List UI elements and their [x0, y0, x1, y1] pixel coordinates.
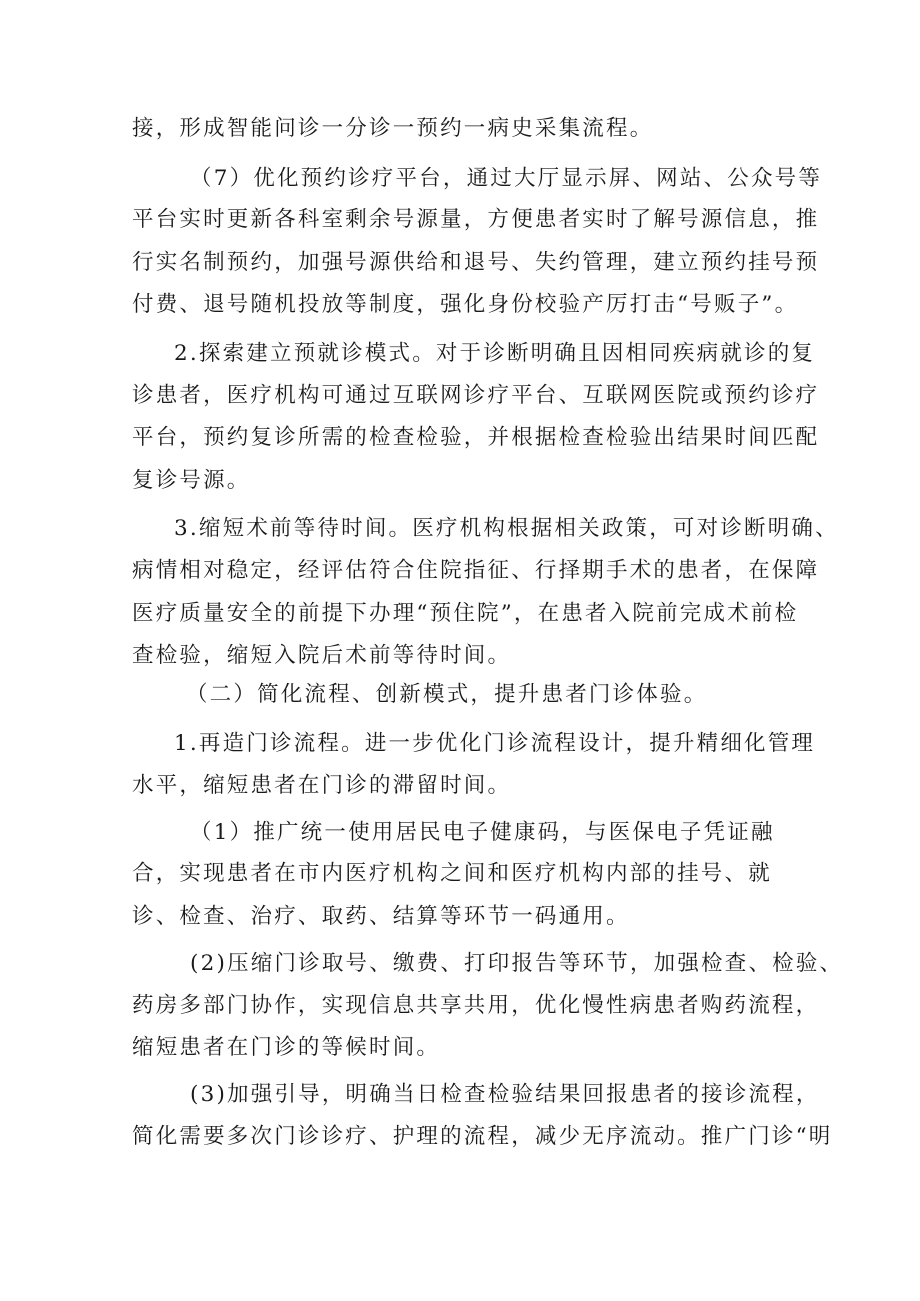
text-line: 2.探索建立预就诊模式。对于诊断明确且因相同疾病就诊的复 — [174, 341, 816, 366]
text-line: 合，实现患者在市内医疗机构之间和医疗机构内部的挂号、就 — [132, 861, 772, 886]
text-line: 3.缩短术前等待时间。医疗机构根据相关政策，可对诊断明确、 — [174, 516, 839, 541]
text-line: 水平，缩短患者在门诊的滞留时间。 — [132, 773, 512, 798]
text-line: 医疗质量安全的前提下办理“预住院”，在患者入院前完成术前检 — [132, 601, 799, 626]
text-line: 接，形成智能问诊一分诊一预约一病史采集流程。 — [132, 116, 654, 141]
text-line: 复诊号源。 — [132, 468, 251, 493]
text-line: 病情相对稳定，经评估符合住院指征、行择期手术的患者，在保障 — [132, 558, 820, 583]
text-line: 查检验，缩短入院后术前等待时间。 — [132, 643, 512, 668]
text-line: 平台，预约复诊所需的检查检验，并根据检查检验出结果时间匹配 — [132, 425, 820, 450]
text-line: (3)加强引导，明确当日检查检验结果回报患者的接诊流程， — [190, 1082, 820, 1107]
text-line: 平台实时更新各科室剩余号源量，方便患者实时了解号源信息，推 — [132, 207, 820, 232]
text-line: 缩短患者在门诊的等候时间。 — [132, 1035, 441, 1060]
text-line: (2)压缩门诊取号、缴费、打印报告等环节，加强检查、检验、 — [190, 951, 844, 976]
text-line: 简化需要多次门诊诊疗、护理的流程，减少无序流动。推广门诊“明 — [132, 1124, 833, 1149]
text-line: 诊患者，医疗机构可通过互联网诊疗平台、互联网医院或预约诊疗 — [132, 383, 820, 408]
text-line: 诊、检查、治疗、取药、结算等环节一码通用。 — [132, 904, 630, 929]
text-line: （1）推广统一使用居民电子健康码，与医保电子凭证融 — [190, 820, 775, 845]
text-line: 行实名制预约，加强号源供给和退号、失约管理，建立预约挂号预 — [132, 250, 820, 275]
text-line: （二）简化流程、创新模式，提升患者门诊体验。 — [186, 682, 708, 707]
text-line: 药房多部门协作，实现信息共享共用，优化慢性病患者购药流程， — [132, 993, 820, 1018]
text-line: 1.再造门诊流程。进一步优化门诊流程设计，提升精细化管理 — [174, 731, 816, 756]
text-line: 付费、退号随机投放等制度，强化身份校验产厉打击“号贩子”。 — [132, 292, 799, 317]
text-line: （7）优化预约诊疗平台，通过大厅显示屏、网站、公众号等 — [190, 166, 823, 191]
